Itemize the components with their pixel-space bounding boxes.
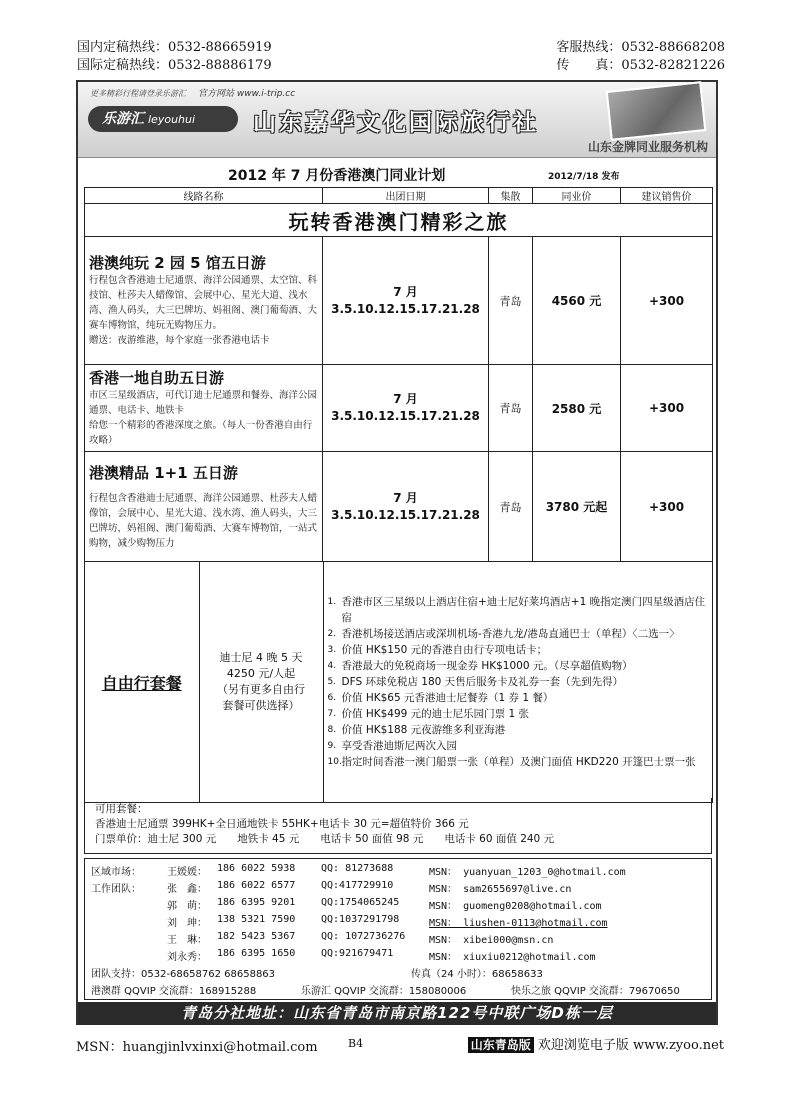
route-name: 港澳纯玩 2 园 5 馆五日游 <box>89 254 266 272</box>
hotlines <box>77 34 725 74</box>
list-item: 1. 香港市区三星级以上酒店住宿+迪士尼好莱坞酒店+1 晚指定澳门四星级酒店住宿 <box>327 596 706 624</box>
member-badge: 山东金牌同业服务机构 <box>587 140 708 154</box>
service-hotline: 客服热线：0532-88668208 <box>556 40 725 55</box>
list-item: 9. 享受香港迪斯尼两次入园 <box>327 740 457 752</box>
plan-heading: 2012 年 7 月份香港澳门同业计划 <box>228 168 446 184</box>
available-line1: 香港迪士尼通票 399HK+全日通地铁卡 55HK+电话卡 30 元=超值特价 366 元 <box>95 818 469 830</box>
domestic-hotline: 国内定稿热线：0532-88665919 <box>77 40 272 55</box>
international-hotline: 国际定稿热线：0532-88886179 <box>77 58 272 73</box>
suggested-price: +300 <box>621 452 713 562</box>
team-support: 团队支持：0532-68658762 68658863 <box>91 969 276 980</box>
free-travel-price: 迪士尼 4 晚 5 天 4250 元/人起 （另有更多自由行 套餐可供选择） <box>199 562 323 802</box>
available-packages <box>84 798 712 854</box>
footer-right <box>468 1034 724 1053</box>
header-price: 同业价 <box>533 188 621 204</box>
travel-photo-icon <box>606 81 707 141</box>
available-title: 可用套餐： <box>95 803 148 815</box>
msn-link[interactable]: MSN： yuanyuan_1203_0@hotmail.com <box>429 867 626 878</box>
list-item: 5. DFS 环球免税店 180 天售后服务卡及礼券一套（先到先得） <box>327 676 624 688</box>
msn-link[interactable]: MSN： xiuxiu0212@hotmail.com <box>429 952 596 963</box>
list-item: 10. 指定时间香港一澳门船票一张（单程）及澳门面值 HKD220 开篷巴士票一张 <box>327 756 696 768</box>
banner-tagline: 更多精彩行程请登录乐游汇 <box>90 89 186 98</box>
route-name: 港澳精品 1+1 五日游 <box>89 463 238 482</box>
qq-group: 快乐之旅 QQVIP 交流群：79670650 <box>511 986 680 997</box>
list-item: 3. 价值 HK$150 元的香港自由行专项电话卡； <box>327 644 548 656</box>
departure-dates: 7 月 3.5.10.12.15.17.21.28 <box>323 365 489 452</box>
qq-group: 港澳群 QQVIP 交流群：168915288 <box>91 986 257 997</box>
suggested-price: +300 <box>621 237 713 365</box>
list-item: 6. 价值 HK$65 元香港迪士尼餐券（1 券 1 餐） <box>327 692 554 704</box>
plan-title <box>78 165 716 185</box>
banner-site[interactable]: 官方网站 www.i-trip.cc <box>198 89 296 99</box>
section-title: 玩转香港澳门精彩之旅 <box>85 204 713 237</box>
company-banner <box>78 82 716 158</box>
available-line2: 门票单价：迪士尼 300 元 地铁卡 45 元 电话卡 50 面值 98 元 电话卡 60 面值 240 元 <box>95 833 555 845</box>
msn-link[interactable]: MSN： guomeng0208@hotmail.com <box>429 901 602 912</box>
table-row <box>85 237 713 365</box>
route-desc: 市区三星级酒店，可代订迪士尼通票和餐券、海洋公园通票、电话卡、地铁卡 给您一个精彩的香港深度之旅。（每人一份香港自由行攻略） <box>89 390 318 446</box>
departure-dates: 7 月 3.5.10.12.15.17.21.28 <box>323 237 489 365</box>
publish-date: 2012/7/18 发布 <box>548 172 620 182</box>
free-travel-row <box>85 562 713 803</box>
header-date: 出团日期 <box>323 188 489 204</box>
msn-link[interactable]: MSN： xibei000@msn.cn <box>429 935 554 946</box>
fax-24h: 传真（24 小时）：68658633 <box>411 969 543 980</box>
departure-city: 青岛 <box>489 452 533 562</box>
company-name: 山东嘉华文化国际旅行社 <box>253 110 539 136</box>
departure-dates: 7 月 3.5.10.12.15.17.21.28 <box>323 452 489 562</box>
qq-group: 乐游汇 QQVIP 交流群：158080006 <box>301 986 467 997</box>
table-row <box>85 452 713 562</box>
route-table <box>84 187 713 803</box>
header-city: 集散 <box>489 188 533 204</box>
suggested-price: +300 <box>621 365 713 452</box>
edition-brand: 山东青岛版 <box>468 1037 534 1053</box>
contact-list: 区域市场： 王媛媛： 186 6022 5938 QQ: 81273688 MSN： yuanyuan_1203_0@hotmail.com 工作团队： 张 鑫： 186 6022 6577 QQ:417729910 MSN： sam2655697@live.cn 郭 萌： 186 6395 9201 QQ:1754065245 MSN： guomeng0208@hotmail.com 刘 珅： 138 5321 7590 QQ:1037291798 MSN： liushen-0113@hotmail.com 王 琳： 182 5423 5367 QQ: 1072736276 MSN： xibei000@msn.cn 刘永秀： 186 6395 1650 QQ:921679471 MSN： xiuxiu0212@hotmail.com 团队支持：0532-68658762 68658863 传真（24 小时）：68658633 港澳群 QQVIP 交流群：168915288 乐游汇 QQVIP 交流群：158080006 快乐之旅 QQVIP 交流群：79670650 <box>84 858 712 1000</box>
route-desc: 行程包含香港迪士尼通票、海洋公园通票、太空馆、科技馆、杜莎夫人蜡像馆、会展中心、星光大道、浅水湾、渔人码头，大三巴牌坊、妈祖阁、澳门葡萄酒、大赛车博物馆，纯玩无购物压力。 赠送：夜游维港，每个家庭一张香港电话卡 <box>89 275 318 346</box>
branch-address: 青岛分社地址：山东省青岛市南京路122号中联广场D栋一层 <box>78 1002 716 1025</box>
msn-link[interactable]: MSN： sam2655697@live.cn <box>429 884 572 895</box>
trade-price: 2580 元 <box>533 365 621 452</box>
table-row <box>85 365 713 452</box>
trade-price: 4560 元 <box>533 237 621 365</box>
leyouhui-logo: 乐游汇 leyouhui <box>88 106 238 132</box>
route-name: 香港一地自助五日游 <box>89 369 225 387</box>
list-item: 8. 价值 HK$188 元夜游维多利亚海港 <box>327 724 506 736</box>
page-number: B4 <box>348 1037 364 1050</box>
free-travel-label: 自由行套餐 <box>85 562 199 802</box>
table-header <box>85 188 713 204</box>
footer-welcome[interactable]: 欢迎浏览电子版 www.zyoo.net <box>537 1038 724 1053</box>
page-footer <box>76 1034 724 1056</box>
list-item: 4. 香港最大的免税商场一现金券 HK$1000 元。（尽享超值购物） <box>327 660 633 672</box>
msn-link[interactable]: MSN： liushen-0113@hotmail.com <box>429 918 608 929</box>
header-suggest: 建议销售价 <box>621 188 713 204</box>
list-item: 7. 价值 HK$499 元的迪士尼乐园门票 1 张 <box>327 708 530 720</box>
list-item: 2. 香港机场接送酒店或深圳机场-香港九龙/港岛直通巴士（单程）〈二选一〉 <box>327 628 680 640</box>
fax-number: 传 真：0532-82821226 <box>556 58 725 73</box>
departure-city: 青岛 <box>489 237 533 365</box>
route-desc: 行程包含香港迪士尼通票、海洋公园通票、杜莎夫人蜡像馆，会展中心、星光大道、浅水湾、渔人码头，大三巴牌坊，妈祖阁、澳门葡萄酒、大赛车博物馆，一站式购物，减少购物压力 <box>89 492 318 549</box>
trade-price: 3780 元起 <box>533 452 621 562</box>
free-travel-items <box>323 562 712 802</box>
header-route: 线路名称 <box>85 188 323 204</box>
brochure-frame <box>76 80 718 1025</box>
footer-msn[interactable]: MSN：huangjinlvxinxi@hotmail.com <box>76 1040 318 1055</box>
departure-city: 青岛 <box>489 365 533 452</box>
